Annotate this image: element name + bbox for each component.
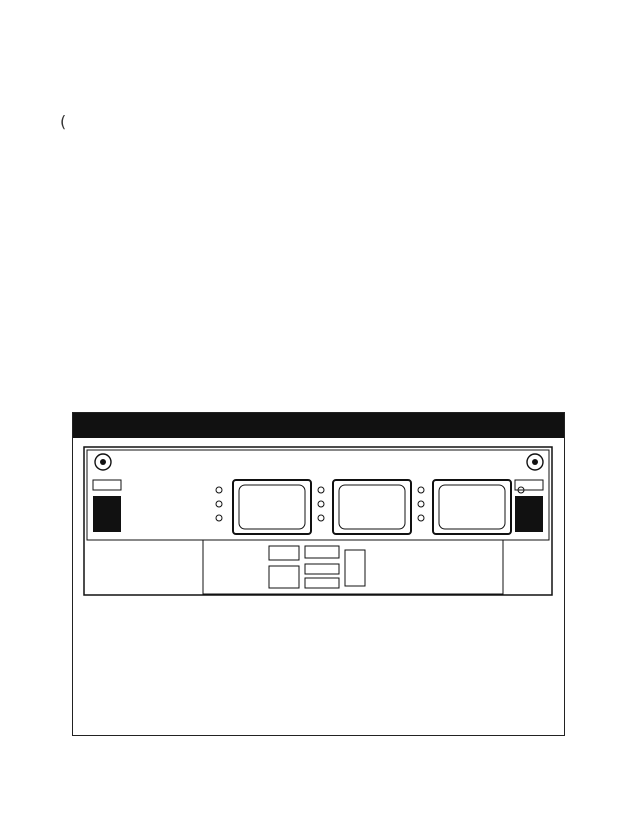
figure-9-7 [72, 412, 565, 736]
figure-title [73, 413, 564, 438]
right-column [336, 86, 579, 94]
console-diagram [83, 446, 553, 596]
left-column [73, 86, 317, 94]
console-frame [84, 447, 552, 595]
binder-hole-mark: ( [60, 112, 67, 131]
